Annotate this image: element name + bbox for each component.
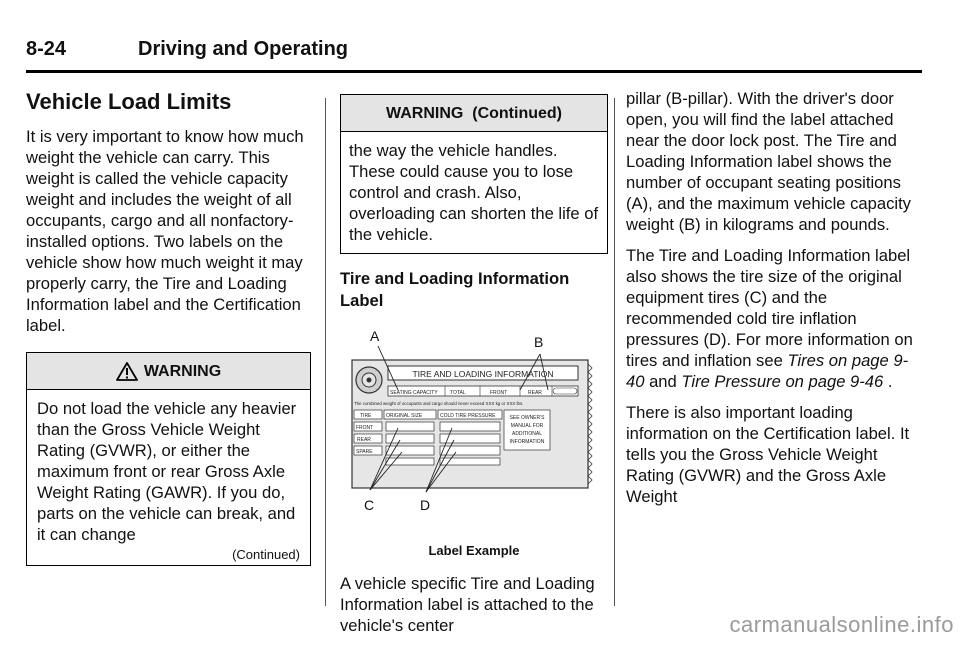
warning-title: WARNING <box>143 362 222 380</box>
certification-paragraph: There is also important loading information on the Certification label. It tells you the Gross Vehicle Weight Rating (GVWR) and the Gross Axle Weight <box>626 403 910 506</box>
watermark: carmanualsonline.info <box>729 612 954 637</box>
warning-box <box>26 352 311 566</box>
tire-size-text: The Tire and Loading Information label also shows the tire size of the original equipment tires (C) and the recommended cold tire inflation pressures (D). For more information on tires and inflation see <box>626 246 913 370</box>
row-rear-label: REAR <box>357 437 371 443</box>
warning-continued-box <box>340 94 608 254</box>
section-heading: Vehicle Load Limits <box>26 89 232 114</box>
callout-c: C <box>364 497 375 513</box>
label-location-paragraph: A vehicle specific Tire and Loading Information label is attached to the vehicle's center <box>340 574 595 635</box>
row-spare-label: SPARE <box>356 449 373 455</box>
tires-page-link[interactable]: Tires on page 9-40 <box>626 351 909 391</box>
warning-triangle-icon <box>116 362 138 381</box>
total-label: TOTAL <box>450 390 466 396</box>
tire-label-figure <box>340 316 608 538</box>
chapter-title: Driving and Operating <box>138 38 349 60</box>
row-front-label: FRONT <box>356 425 374 431</box>
column-middle <box>340 94 608 646</box>
col-pressure-label: COLD TIRE PRESSURE <box>440 413 496 419</box>
tire-label-illustration <box>340 316 608 538</box>
warning-continued-text: the way the vehicle handles. These could cause you to lose control and crash. Also, overloading can shorten the life of the vehicle. <box>349 141 599 244</box>
period-text: . <box>883 372 893 391</box>
column-right <box>626 88 926 517</box>
rear-seat-label: REAR <box>528 390 542 396</box>
and-text: and <box>644 372 682 391</box>
warning-header <box>27 353 310 390</box>
b-pillar-paragraph: pillar (B-pillar). With the driver's door open, you will find the label attached near the door lock post. The Tire and Loading Information label shows the number of occupant seating positions (A), and the maximum vehicle capacity weight (B) in kilograms and pounds. <box>626 89 911 234</box>
column-divider-right <box>614 98 615 606</box>
page-number: 8-24 <box>26 38 67 60</box>
column-divider-left <box>325 98 326 606</box>
intro-paragraph: It is very important to know how much weight the vehicle can carry. This weight is called the vehicle capacity weight and includes the weight of all occupants, cargo and all nonfactory-installed options. Two labels on the vehicle show how much weight it may properly carry, the Tire and Loading Information label and the Certification label. <box>26 127 304 335</box>
seating-capacity-label: SEATING CAPACITY <box>390 390 438 396</box>
warning-continued-title: WARNING (Continued) <box>386 104 562 122</box>
information-text: INFORMATION <box>509 439 545 445</box>
col-tire-label: TIRE <box>360 413 372 419</box>
page-header <box>26 34 922 73</box>
figure-caption: Label Example <box>428 543 520 558</box>
front-seat-label: FRONT <box>490 390 508 396</box>
col-size-label: ORIGINAL SIZE <box>386 413 423 419</box>
warning-text: Do not load the vehicle any heavier than the Gross Vehicle Weight Rating (GVWR), or either the maximum front or rear Gross Axle Weight Rating (GAWR). If you do, parts on the vehicle can break, and it can change <box>37 399 297 544</box>
callout-b: B <box>534 334 544 350</box>
combined-weight-text: The combined weight of occupants and cargo should never exceed XXX kg or XXX lbs. <box>354 401 524 406</box>
manual-for-text: MANUAL FOR <box>510 423 544 429</box>
warning-continued-header <box>341 95 607 132</box>
tire-size-paragraph <box>626 245 926 392</box>
callout-a: A <box>370 328 380 344</box>
callout-d: D <box>420 497 431 513</box>
label-title: TIRE AND LOADING INFORMATION <box>412 369 554 379</box>
column-left <box>26 88 311 566</box>
continued-note: (Continued) <box>232 547 300 562</box>
label-subheading: Tire and Loading Information Label <box>340 269 570 310</box>
see-owners-text: SEE OWNER'S <box>509 415 545 421</box>
tire-pressure-page-link[interactable]: Tire Pressure on page 9-46 <box>681 372 884 391</box>
additional-text: ADDITIONAL <box>511 431 543 437</box>
